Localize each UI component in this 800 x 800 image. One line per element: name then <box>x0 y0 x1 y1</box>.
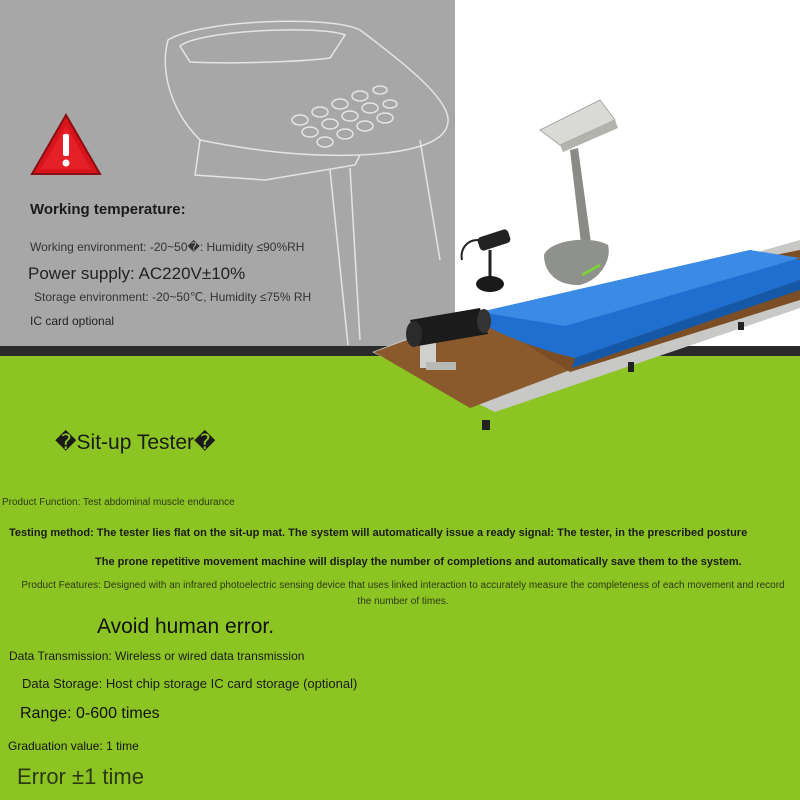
storage-environment-text: Storage environment: -20~50℃, Humidity ≤75% RH <box>34 290 312 304</box>
avoid-human-error-text: Avoid human error. <box>97 615 275 638</box>
warning-icon <box>30 112 102 176</box>
sit-up-tester-product-image <box>360 90 800 435</box>
graduation-value-text: Graduation value: 1 time <box>8 739 139 753</box>
product-function-text: Product Function: Test abdominal muscle endurance <box>2 497 235 508</box>
ic-card-text: IC card optional <box>30 314 115 328</box>
infrared-sensor <box>462 228 512 292</box>
console-stand <box>540 90 618 285</box>
product-title: �Sit-up Tester� <box>55 431 216 454</box>
working-temperature-label: Working temperature: <box>30 201 186 218</box>
product-features-text: Product Features: Designed with an infrared photoelectric sensing device that uses linked interaction to accurately measure the completeness of each movement and record the number of times. <box>21 580 785 607</box>
power-supply-text: Power supply: AC220V±10% <box>28 264 246 283</box>
data-storage-text: Data Storage: Host chip storage IC card storage (optional) <box>22 676 358 691</box>
error-text: Error ±1 time <box>17 764 144 789</box>
testing-method-text: Testing method: The tester lies flat on the sit-up mat. The system will automatically issue a ready signal: The tester, in the prescribed posture <box>9 527 748 539</box>
range-text: Range: 0-600 times <box>20 705 160 722</box>
data-transmission-text: Data Transmission: Wireless or wired data transmission <box>9 649 305 663</box>
prone-machine-text: The prone repetitive movement machine will display the number of completions and automatically save them to the system. <box>95 556 742 568</box>
working-environment-text: Working environment: -20~50�: Humidity ≤90%RH <box>30 240 305 254</box>
